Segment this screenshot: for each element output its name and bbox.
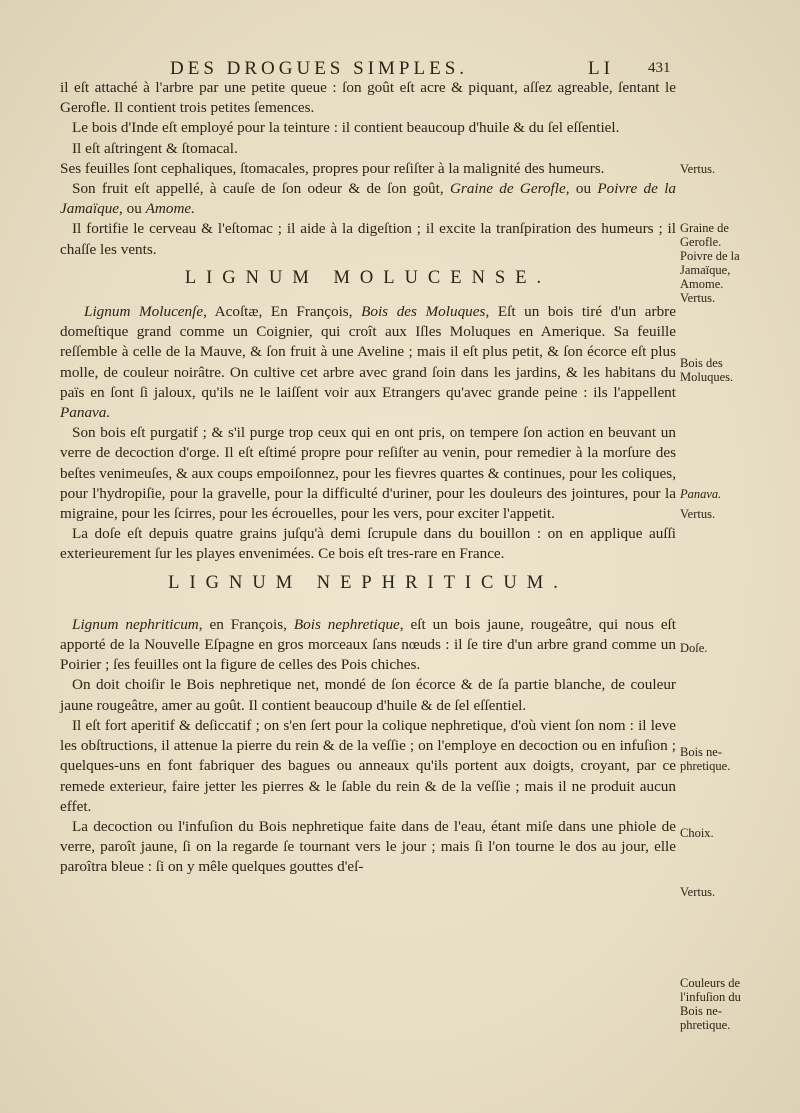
margin-note: Vertus.	[680, 507, 716, 521]
margin-note: Bois ne- phretique.	[680, 745, 731, 773]
paragraph: La decoction ou l'infuſion du Bois nephretique faite dans de l'eau, étant miſe dans une phiole de verre, paroît jaune, ſi on la regarde ſe tournant vers le jour ; mais ſi l'on tourne le dos au jour, elle paroîtra bleue : ſi on y mêle quelques gouttes d'eſ-	[60, 817, 676, 876]
paragraph: Lignum nephriticum, en François, Bois nephretique, eſt un bois jaune, rougeâtre, qui nous eſt apporté de la Nouvelle Eſpagne en gros morceaux ſans nœuds : il ſe tire d'un arbre grand comme un Poirier ; ſes feuilles ont la figure de celles des Pois chiches.	[60, 615, 676, 674]
section-heading: LIGNUM MOLUCENSE.	[184, 267, 552, 288]
paragraph: Son bois eſt purgatif ; & s'il purge trop ceux qui en ont pris, on tempere ſon action en beuvant un verre de decoction d'orge. Il eſt eſtimé propre pour reſiſter au venin, pour remedier à la morſure des beſtes venimeuſes, & aux coups empoiſonnez, pour les fievres quartes & continues, pour les coliques, pour l'hydropiſie, pour la gravelle, pour la difficulté d'uriner, pour les douleurs des jointures, pour la migraine, pour les ſcirres, pour les écrouelles, pour les vers, pour exciter l'appetit.	[60, 424, 676, 523]
paragraph: On doit choiſir le Bois nephretique net, mondé de ſon écorce & de ſa partie blanche, de couleur jaune rougeâtre, amer au goût. Il contient beaucoup d'huile & de ſel eſſentiel.	[60, 676, 676, 714]
paragraph: Lignum Molucenſe, Acoſtæ, En François, Bois des Moluques, Eſt un bois tiré d'un arbre domeſtique grand comme un Coignier, qui croît aux Iſles Moluques en Amerique. Sa feuille reſſemble à celle de la Mauve, & ſon fruit à une Aveline ; mais il eſt plus petit, & ſon écorce eſt plus molle, de couleur noirâtre. On cultive cet arbre avec grand ſoin dans les jardins, & les habitans du païs en ſont ſi jaloux, qu'ils ne le laiſſent voir aux Etrangers qu'avec grande peine : ils l'appellent Panava.	[60, 303, 676, 422]
paragraph: Il eſt fort aperitif & deſiccatif ; on s'en ſert pour la colique nephretique, d'où vient ſon nom : il leve les obſtructions, il attenue la pierre du rein & de la veſſie ; on l'employe en decoction ou en infuſion ; quelques-uns en font fabriquer des bagues ou anneaux qu'ils portent aux doigts, croyant, par ce remede exterieur, faire jetter les pierres & le ſable du rein & de la veſſie ; mais il ne produit aucun effet.	[60, 716, 676, 815]
margin-note: Vertus.	[680, 162, 716, 176]
margin-note: Doſe.	[680, 641, 708, 655]
margin-note: Choix.	[680, 826, 714, 840]
paragraph: Ses feuilles ſont cephaliques, ſtomacales, propres pour reſiſter à la malignité des humeurs.	[60, 159, 605, 177]
paragraph: Le bois d'Inde eſt employé pour la teinture : il contient beaucoup d'huile & du ſel eſſentiel.	[72, 119, 620, 137]
section-number: LI	[588, 58, 614, 79]
paragraph: Son fruit eſt appellé, à cauſe de ſon odeur & de ſon goût, Graine de Gerofle, ou Poivre de la Jamaïque, ou Amome.	[60, 180, 677, 218]
margin-note: Graine de Gerofle. Poivre de la Jamaïque, Amome. Vertus.	[680, 221, 740, 305]
paragraph: Il fortifie le cerveau & l'eſtomac ; il aide à la digeſtion ; il excite la tranſpiration des humeurs ; il chaſſe les vents.	[60, 220, 676, 258]
margin-note: Vertus.	[680, 885, 716, 899]
page-number: 431	[648, 60, 671, 76]
margin-note: Couleurs de l'infuſion du Bois ne- phretique.	[680, 976, 741, 1032]
margin-note: Bois des Moluques.	[680, 356, 734, 384]
margin-note: Panava.	[680, 487, 722, 501]
paragraph: Il eſt aſtringent & ſtomacal.	[72, 139, 238, 157]
running-title: DES DROGUES SIMPLES.	[170, 58, 469, 79]
paragraph: il eſt attaché à l'arbre par une petite queue : ſon goût eſt acre & piquant, aſſez agreable, ſentant le Gerofle. Il contient trois petites ſemences.	[60, 79, 676, 117]
section-heading: LIGNUM NEPHRITICUM.	[168, 572, 568, 593]
paragraph: La doſe eſt depuis quatre grains juſqu'à demi ſcrupule dans du bouillon : on en applique auſſi exterieurement ſur les playes envenimées. Ce bois eſt tres-rare en France.	[60, 525, 676, 563]
text-body	[60, 78, 676, 878]
